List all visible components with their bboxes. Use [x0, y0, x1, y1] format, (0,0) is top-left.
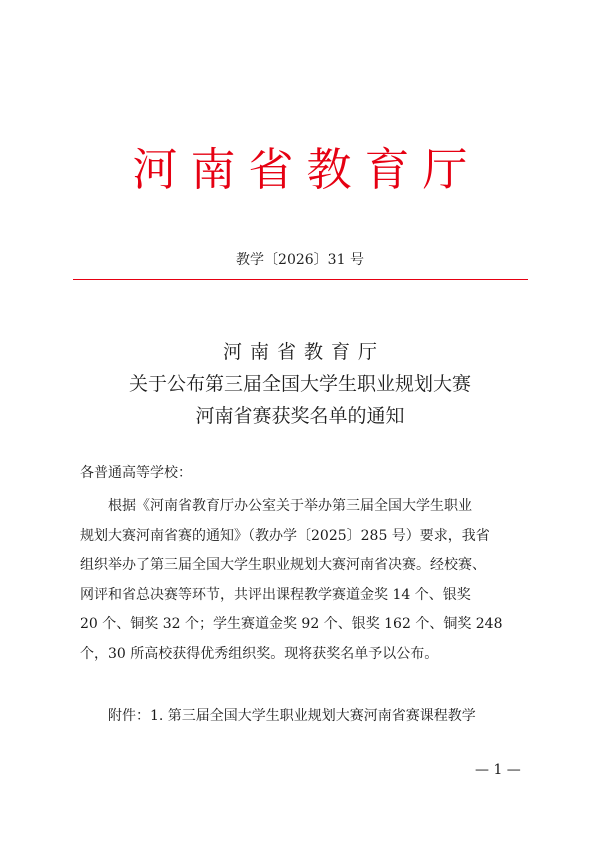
salutation: 各普通高等学校： [80, 465, 192, 481]
red-divider-line [73, 279, 528, 280]
body-line: 规划大赛河南省赛的通知》（教办学〔2025〕285 号）要求，我省 [80, 527, 490, 544]
body-paragraph [80, 492, 540, 669]
body-line: 个，30 所高校获得优秀组织奖。现将获奖名单予以公布。 [80, 645, 439, 662]
body-line: 网评和省总决赛等环节，共评出课程教学赛道金奖 14 个、银奖 [80, 586, 471, 603]
attachment-line: 附件：1. 第三届全国大学生职业规划大赛河南省赛课程教学 [108, 708, 476, 724]
document-number: 教学〔2026〕31 号 [236, 252, 364, 268]
masthead-title: 河南省教育厅 [132, 143, 481, 196]
notice-title-line-2: 关于公布第三届全国大学生职业规划大赛 [128, 373, 471, 395]
body-line: 组织举办了第三届全国大学生职业规划大赛河南省决赛。经校赛、 [80, 557, 486, 573]
page-number: — 1 — [475, 762, 521, 778]
body-line: 20 个、铜奖 32 个；学生赛道金奖 92 个、银奖 162 个、铜奖 248 [80, 616, 503, 632]
body-line: 根据《河南省教育厅办公室关于举办第三届全国大学生职业 [108, 498, 472, 514]
notice-title-line-1: 河南省教育厅 [222, 341, 385, 363]
notice-title-line-3: 河南省赛获奖名单的通知 [195, 405, 405, 427]
